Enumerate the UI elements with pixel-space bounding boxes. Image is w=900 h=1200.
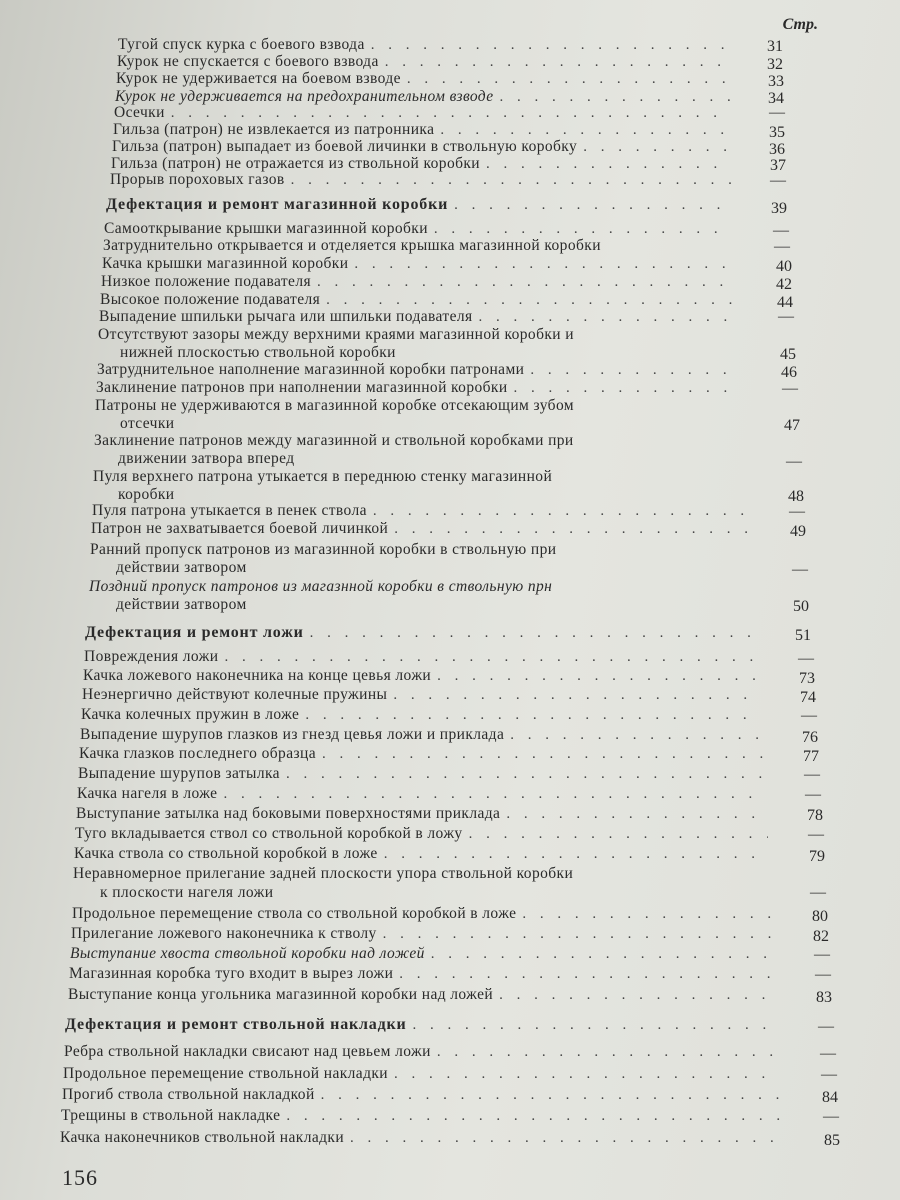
toc-entry-title: Отсутствуют зазоры между верхними краями магазинной коробки и xyxy=(98,326,574,343)
dot-leader xyxy=(506,806,767,823)
dot-leader xyxy=(510,727,764,744)
toc-entry xyxy=(110,171,737,189)
toc-entry-page: 35 xyxy=(769,124,785,141)
toc-entry-title: Ранний пропуск патронов из магазинной коробки в ствольную при xyxy=(90,541,557,558)
toc-entry-page: — xyxy=(805,786,821,803)
dot-leader xyxy=(399,966,774,983)
toc-entry-page: 84 xyxy=(822,1089,838,1106)
toc-entry xyxy=(81,706,767,724)
toc-entry xyxy=(62,1086,787,1104)
toc-entry-title: Самооткрывание крышки магазинной коробки xyxy=(104,220,428,237)
toc-entry-continuation: коробки xyxy=(118,486,175,503)
dot-leader xyxy=(499,987,775,1004)
toc-entry xyxy=(80,726,770,744)
dot-leader xyxy=(384,846,769,863)
toc-entry-page: 46 xyxy=(781,364,797,381)
toc-entry-page: — xyxy=(821,1066,837,1083)
toc-entry-title: Тугой спуск курка с боевого взвода xyxy=(118,36,365,53)
toc-entry-page: 32 xyxy=(767,56,783,73)
toc-entry-page: — xyxy=(773,222,789,239)
toc-entry-page: 31 xyxy=(767,38,783,55)
toc-entry-title: Повреждения ложи xyxy=(84,648,219,665)
toc-entry-page: — xyxy=(814,946,830,963)
toc-entry-page: 33 xyxy=(768,73,784,90)
toc-entry-page: — xyxy=(818,1018,834,1035)
toc-entry xyxy=(112,138,736,156)
toc-entry-title: Прилегание ложевого наконечника к стволу xyxy=(71,925,377,942)
toc-entry xyxy=(91,520,753,538)
toc-section-heading xyxy=(85,624,762,642)
dot-leader xyxy=(171,105,730,122)
toc-entry xyxy=(95,397,752,415)
toc-section-heading xyxy=(106,196,738,214)
toc-entry-title: Поздний пропуск патронов из магазнной коробки в ствольную прн xyxy=(89,578,553,595)
toc-entry xyxy=(101,273,740,291)
toc-entry-title: Пуля верхнего патрона утыкается в переднюю стенку магазинной xyxy=(93,468,553,485)
toc-entry-title: Гильза (патрон) не отражается из ствольной коробки xyxy=(111,155,481,172)
toc-entry xyxy=(75,825,774,843)
dot-leader xyxy=(291,172,731,189)
dot-leader xyxy=(437,1044,779,1061)
toc-entry-continuation: действии затвором xyxy=(116,559,247,576)
dot-leader xyxy=(413,1017,777,1034)
dot-leader xyxy=(383,926,772,943)
toc-entry xyxy=(117,53,735,71)
toc-entry-page: 77 xyxy=(803,748,819,765)
toc-entry xyxy=(96,379,747,397)
toc-entry-title: Выступание затылка над боковыми поверхностями приклада xyxy=(76,805,501,822)
toc-entry-page: 49 xyxy=(790,523,806,540)
dot-leader xyxy=(223,786,766,803)
toc-entry xyxy=(97,361,746,379)
toc-entry xyxy=(94,432,754,450)
toc-entry-continuation: движении затвора вперед xyxy=(118,450,295,467)
toc-entry-title: Прогиб ствола ствольной накладкой xyxy=(62,1086,315,1103)
toc-entry-title: Затруднительное наполнение магазинной коробки патронами xyxy=(97,361,525,378)
toc-entry-title: Выступание хвоста ствольной коробки над ложей xyxy=(70,945,425,962)
dot-leader xyxy=(305,707,761,724)
dot-leader xyxy=(530,362,740,379)
dot-leader xyxy=(321,1087,781,1104)
toc-entry xyxy=(89,578,759,596)
dot-leader xyxy=(322,746,764,763)
toc-entry-page: 85 xyxy=(824,1132,840,1149)
toc-entry-page: 74 xyxy=(800,689,816,706)
toc-entry-continuation: отсечки xyxy=(120,415,175,432)
toc-entry-title: Продольное перемещение ствольной накладки xyxy=(63,1065,388,1082)
toc-entry-page: — xyxy=(789,503,805,520)
toc-entry-continuation: к плоскости нагеля ложи xyxy=(100,884,274,901)
dot-leader xyxy=(286,766,765,783)
toc-entry-page: 76 xyxy=(802,729,818,746)
toc-entry-page: 82 xyxy=(813,928,829,945)
toc-entry-page: 42 xyxy=(776,276,792,293)
toc-entry-page: — xyxy=(798,650,814,667)
toc-entry xyxy=(99,308,742,326)
toc-entry-page: 83 xyxy=(816,989,832,1006)
toc-entry-title: Гильза (патрон) не извлекается из патронника xyxy=(113,121,435,138)
toc-entry-title: Качка нагеля в ложе xyxy=(77,785,218,802)
dot-leader xyxy=(394,1066,780,1083)
dot-leader xyxy=(317,274,734,291)
toc-entry-title: Выпадение шпильки рычага или шпильки подавателя xyxy=(99,308,473,325)
toc-entry-page: — xyxy=(815,966,831,983)
toc-entry-title: Качка ложевого наконечника на конце цевья ложи xyxy=(83,667,432,684)
toc-entry xyxy=(63,1065,786,1083)
toc-entry-page: 44 xyxy=(777,294,793,311)
toc-entry-page: 48 xyxy=(788,488,804,505)
toc-entry-title: Магазинная коробка туго входит в вырез ложи xyxy=(69,965,394,982)
toc-entry-title: Затруднительно открывается и отделяется крышка магазинной коробки xyxy=(103,237,601,254)
dot-leader xyxy=(431,946,773,963)
toc-entry-title: Выпадение шурупов затылка xyxy=(78,765,280,782)
toc-entry-page: 39 xyxy=(771,200,787,217)
section-title: Дефектация и ремонт магазинной коробки xyxy=(106,196,449,213)
dot-leader xyxy=(310,625,756,642)
toc-entry-title: Выпадение шурупов глазков из гнезд цевья ложи и приклада xyxy=(80,726,505,743)
toc-entry-title: Низкое положение подавателя xyxy=(101,273,311,290)
toc-entry xyxy=(72,905,777,923)
toc-entry-page: 78 xyxy=(807,807,823,824)
toc-entry-page: — xyxy=(804,766,820,783)
toc-entry xyxy=(92,502,752,520)
toc-entry-page: — xyxy=(774,238,790,255)
toc-entry-page: — xyxy=(778,308,794,325)
toc-entry-title: Продольное перемещение ствола со ствольной коробкой в ложе xyxy=(72,905,517,922)
toc-entry-page: — xyxy=(808,826,824,843)
toc-entry xyxy=(69,965,780,983)
toc-entry-page: — xyxy=(810,884,826,901)
toc-entry-page: — xyxy=(801,707,817,724)
toc-entry-page: 50 xyxy=(793,598,809,615)
toc-entry-title: Заклинение патронов между магазинной и ствольной коробками при xyxy=(94,432,574,449)
toc-entry-title: Ребра ствольной накладки свисают над цевьем ложи xyxy=(64,1043,431,1060)
toc-entry-page: — xyxy=(792,561,808,578)
section-title: Дефектация и ремонт ложи xyxy=(85,624,304,641)
toc-entry xyxy=(60,1129,789,1147)
toc-entry xyxy=(118,36,735,54)
toc-entry-page: — xyxy=(769,104,785,121)
toc-entry xyxy=(116,70,735,88)
toc-entry xyxy=(77,785,772,803)
toc-entry-page: 47 xyxy=(784,417,800,434)
toc-entry xyxy=(78,765,771,783)
toc-entry xyxy=(102,255,739,273)
toc-entry-title: Качка ствола со ствольной коробкой в ложе xyxy=(74,845,378,862)
toc-entry-page: — xyxy=(786,453,802,470)
toc-entry-continuation: действии затвором xyxy=(116,596,247,613)
toc-entry-page: — xyxy=(823,1108,839,1125)
toc-entry xyxy=(98,326,748,344)
toc-entry xyxy=(103,237,743,255)
toc-entry xyxy=(90,541,758,559)
toc-entry xyxy=(73,865,781,883)
page-number: 156 xyxy=(62,1165,98,1190)
toc-entry-page: — xyxy=(782,380,798,397)
toc-entry-title: Патроны не удерживаются в магазинной коробке отсекающим зубом xyxy=(95,397,575,414)
toc-entry xyxy=(114,104,736,122)
toc-entry-page: — xyxy=(820,1045,836,1062)
toc-entry-title: Высокое положение подавателя xyxy=(100,291,321,308)
toc-entry xyxy=(79,745,770,763)
dot-leader xyxy=(437,668,759,685)
toc-entry xyxy=(82,686,766,704)
toc-entry-page: 36 xyxy=(769,141,785,158)
toc-entry-title: Гильза (патрон) выпадает из боевой личинки в ствольную коробку xyxy=(112,138,578,155)
toc-entry-title: Неэнергично действуют колечные пружины xyxy=(82,686,388,703)
dot-leader xyxy=(522,906,771,923)
dot-leader xyxy=(371,37,729,54)
toc-entry xyxy=(76,805,773,823)
dot-leader xyxy=(286,1108,782,1125)
toc-entry-title: Патрон не захватывается боевой личинкой xyxy=(91,520,389,537)
dot-leader xyxy=(479,309,736,326)
dot-leader xyxy=(407,71,729,88)
toc-entry-title: Качка крышки магазинной коробки xyxy=(102,255,349,272)
toc-entry-title: Осечки xyxy=(114,104,165,121)
toc-entry xyxy=(68,986,781,1004)
toc-entry-page: 80 xyxy=(812,908,828,925)
toc-entry xyxy=(61,1107,788,1125)
toc-entry-page: 79 xyxy=(809,848,825,865)
toc-entry-title: Курок не спускается с боевого взвода xyxy=(117,53,379,70)
toc-entry xyxy=(71,925,778,943)
toc-entry-page: 51 xyxy=(795,627,811,644)
toc-entry-page: — xyxy=(770,172,786,189)
toc-entry-page: 45 xyxy=(780,346,796,363)
toc-entry-title: Прорыв пороховых газов xyxy=(110,171,285,188)
toc-entry xyxy=(100,291,741,309)
dot-leader xyxy=(326,292,735,309)
toc-entry-title: Курок не удерживается на предохранительном взводе xyxy=(115,88,494,105)
toc-entry xyxy=(84,648,764,666)
toc-entry-title: Качка наконечников ствольной накладки xyxy=(60,1129,345,1146)
toc-entry-page: 37 xyxy=(770,157,786,174)
toc-entry xyxy=(83,667,765,685)
dot-leader xyxy=(394,521,747,538)
dot-leader xyxy=(583,139,730,156)
toc-entry xyxy=(93,468,755,486)
toc-entry xyxy=(113,121,736,139)
dot-leader xyxy=(373,503,746,520)
toc-entry-page: 40 xyxy=(776,258,792,275)
page-column-header: Стр. xyxy=(782,16,818,33)
dot-leader xyxy=(454,197,732,214)
toc-entry-title: Качка глазков последнего образца xyxy=(79,745,316,762)
toc-entry xyxy=(104,220,738,238)
toc-entry xyxy=(74,845,775,863)
toc-entry-continuation: нижней плоскостью ствольной коробки xyxy=(120,344,396,361)
toc-entry-title: Курок не удерживается на боевом взводе xyxy=(116,70,401,87)
toc-entry-title: Неравномерное прилегание задней плоскости упора ствольной коробки xyxy=(73,865,574,882)
toc-entry-title: Пуля патрона утыкается в пенек ствола xyxy=(92,502,367,519)
toc-entry-title: Туго вкладывается ствол со ствольной коробкой в ложу xyxy=(75,825,463,842)
dot-leader xyxy=(434,221,732,238)
dot-leader xyxy=(514,380,741,397)
toc-entry-title: Качка колечных пружин в ложе xyxy=(81,706,300,723)
toc-entry-page: 34 xyxy=(768,90,784,107)
dot-leader xyxy=(393,687,760,704)
dot-leader xyxy=(440,122,730,139)
dot-leader xyxy=(354,256,733,273)
toc-section-heading xyxy=(65,1016,783,1034)
toc-entry-page: 73 xyxy=(799,670,815,687)
toc-entry-title: Трещины в ствольной накладке xyxy=(61,1107,281,1124)
dot-leader xyxy=(469,826,768,843)
section-title: Дефектация и ремонт ствольной накладки xyxy=(65,1016,407,1033)
toc-entry xyxy=(70,945,779,963)
toc-entry-title: Заклинение патронов при наполнении магазинной коробки xyxy=(96,379,508,396)
dot-leader xyxy=(350,1130,783,1147)
dot-leader xyxy=(385,54,729,71)
toc-entry-title: Выступание конца угольника магазинной коробки над ложей xyxy=(68,986,494,1003)
dot-leader xyxy=(224,649,758,666)
toc-entry xyxy=(64,1043,785,1061)
